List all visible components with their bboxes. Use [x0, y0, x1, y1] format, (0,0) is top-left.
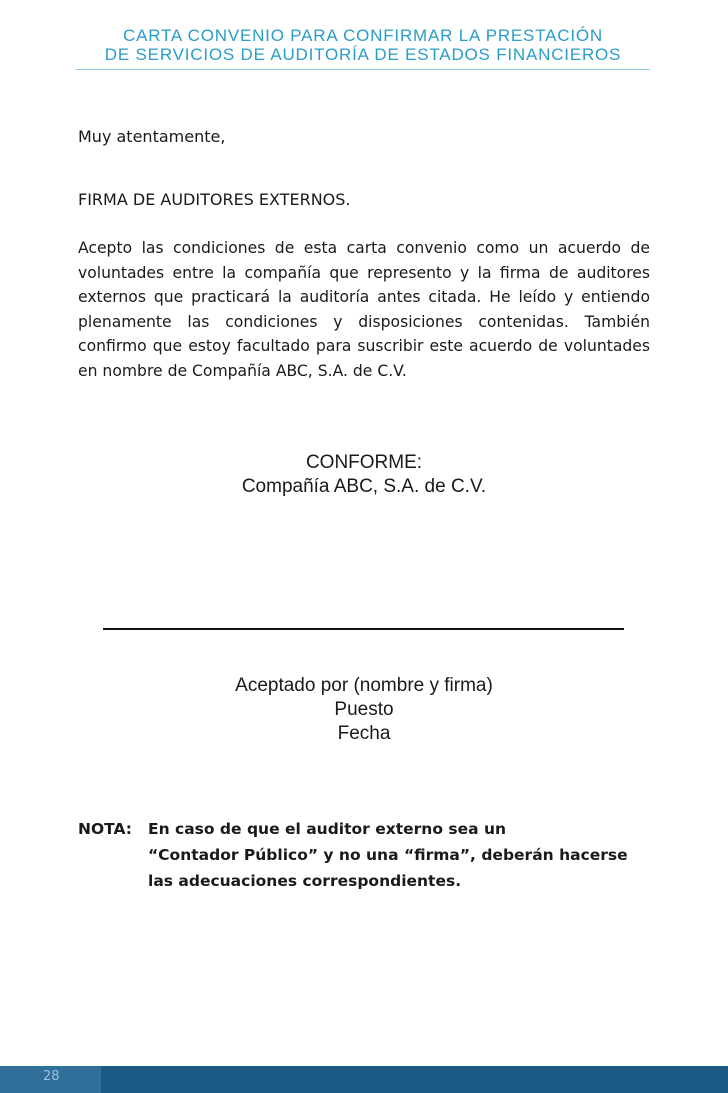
accepted-by-label: Aceptado por (nombre y firma): [235, 675, 493, 696]
header-line-1: CARTA CONVENIO PARA CONFIRMAR LA PRESTACIÓN: [123, 26, 603, 45]
note-line-3: las adecuaciones correspondientes.: [148, 872, 462, 890]
footer-bar: [0, 1066, 728, 1093]
header-line-2: DE SERVICIOS DE AUDITORÍA DE ESTADOS FINANCIEROS: [104, 45, 622, 64]
header-divider: [76, 69, 650, 70]
company-name: Compañía ABC, S.A. de C.V.: [241, 476, 487, 497]
firm-signature-label: FIRMA DE AUDITORES EXTERNOS.: [78, 190, 351, 209]
note-label: NOTA:: [78, 820, 133, 838]
closing-salutation: Muy atentamente,: [78, 127, 226, 146]
position-label: Puesto: [334, 699, 394, 720]
conforme-label: CONFORME:: [305, 452, 423, 473]
note-line-1: En caso de que el auditor externo sea un: [148, 820, 507, 838]
page-number: 28: [43, 1069, 60, 1084]
note-line-2: “Contador Público” y no una “firma”, deberán hacerse: [148, 846, 628, 864]
date-label: Fecha: [337, 723, 391, 744]
page-header: [76, 26, 650, 64]
signature-line: [103, 628, 624, 630]
acceptance-paragraph: Acepto las condiciones de esta carta convenio como un acuerdo de voluntades entre la compañía que represento y la firma de auditores externos que practicará la auditoría antes citada. He leído y entiendo plenamente las condiciones y disposiciones contenidas. También confirmo que estoy facultado para suscribir este acuerdo de voluntades en nombre de Compañía ABC, S.A. de C.V.: [78, 239, 650, 380]
